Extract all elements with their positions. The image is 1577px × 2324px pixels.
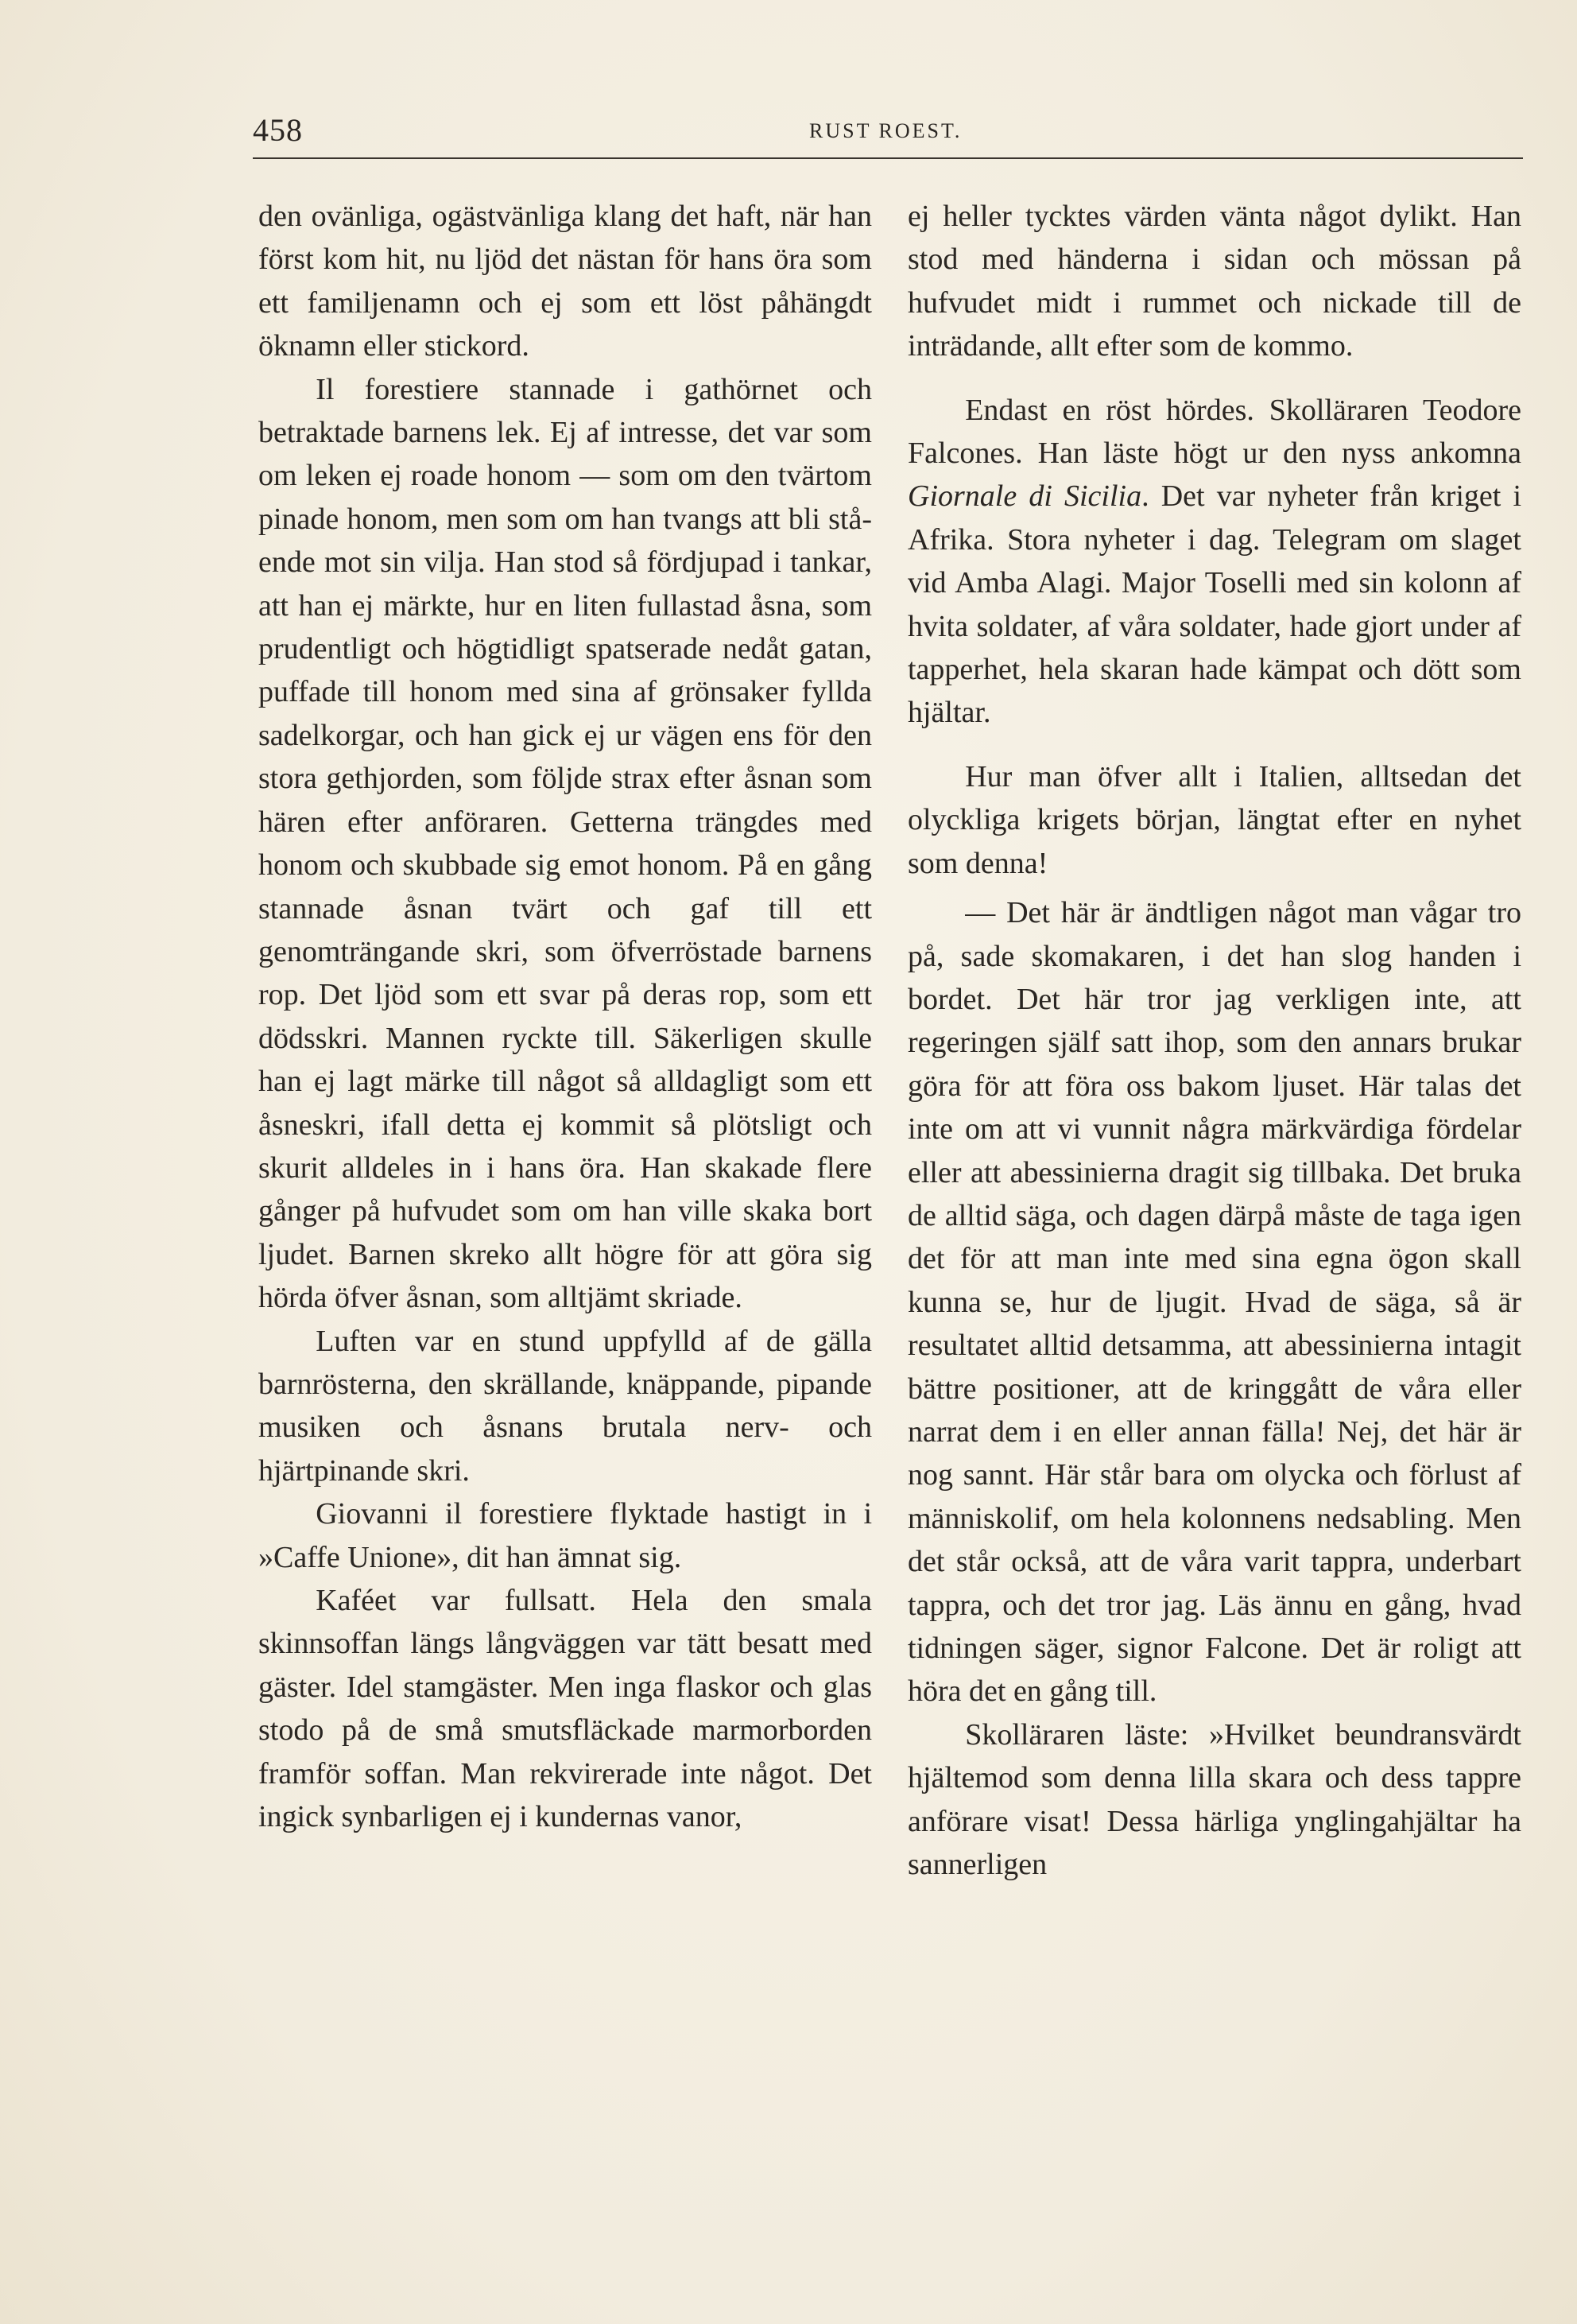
right-paragraph-2-text: Endast en röst hördes. Skolläraren Teodore Falcones. Han läste högt ur den nyss ankomna: [908, 393, 1521, 471]
right-paragraph-1: ej heller tycktes värden vänta något dylikt. Han stod med händerna i sidan och mössan på hufvudet midt i rummet och nickade till de inträdande, allt efter som de kommo.: [908, 200, 1521, 363]
newspaper-title-period: .: [1141, 479, 1149, 514]
page-number: 458: [253, 112, 303, 148]
running-title: RUST ROEST.: [809, 119, 963, 142]
left-paragraph-4: Giovanni il forestiere flyktade hastigt in i »Caffe Unione», dit han ämnat sig.: [258, 1497, 872, 1574]
header-rule: [253, 157, 1523, 159]
left-paragraph-5: Kaféet var fullsatt. Hela den smala skinnsoffan längs långväggen var tätt besatt med gäster. Idel stamgäster. Men inga flaskor och glas stodo på de små smutsfläckade marmorborden framför soffan. Man rekvirerade inte något. Det ingick synbarligen ej i kundernas vanor,: [258, 1584, 872, 1834]
right-column: [908, 195, 1521, 1886]
right-paragraph-3: Hur man öfver allt i Italien, alltsedan det olyckliga krigets början, längtat efter en nyhet som denna!: [908, 759, 1521, 880]
right-paragraph-4: — Det här är ändtligen något man vågar tro på, sade skomakaren, i det han slog handen i bordet. Det här tror jag verkligen inte, att regeringen själf satt ihop, som den annars brukar göra för att föra oss bakom ljuset. Här talas det inte om att vi vunnit några märkvärdiga fördelar eller att abessinierna dragit sig tillbaka. Det bruka de alltid säga, och dagen därpå måste de taga igen det för att man inte med sina egna ögon skall kunna se, hur de ljugit. Hvad de säga, så är resultatet alltid detsamma, att abessinierna intagit bättre positioner, att de kringgått de våra eller narrat dem i en eller annan fälla! Nej, det här är nog sannt. Här står bara om olycka och förlust af människolif, om hela kolonnens nedsabling. Men det står också, att de våra varit tappra, underbart tappra, och det tror jag. Läs ännu en gång, hvad tidningen säger, signor Falcone. Det är roligt att höra det en gång till.: [908, 896, 1521, 1709]
newspaper-title: Giornale di Sicilia: [908, 479, 1142, 514]
left-paragraph-1: den ovänliga, ogästvänliga klang det haft, när han först kom hit, nu ljöd det nästan för hans öra som ett familjenamn och ej som ett löst påhängdt öknamn eller stickord.: [258, 200, 872, 363]
right-paragraph-2-cont: Det var nyheter från kriget i Afrika. Stora nyheter i dag. Telegram om slaget vid Amba Alagi. Major Toselli med sin kolonn af hvita soldater, af våra soldater, hade gjort under af tapperhet, hela skaran hade kämpat och dött som hjältar.: [908, 479, 1522, 730]
left-paragraph-3: Luften var en stund uppfylld af de gälla barnrösterna, den skrällande, knäppande, pipande musiken och åsnans brutala nerv- och hjärtpinande skri.: [258, 1324, 872, 1488]
left-paragraph-2: Il forestiere stannade i gathörnet och betraktade barnens lek. Ej af intresse, det var som om leken ej roade honom — som om den tvärtom pinade honom, men som om han tvangs att bli stående mot sin vilja. Han stod så fördjupad i tankar, att han ej märkte, hur en liten fullastad åsna, som prudentligt och högtidligt spatserade nedåt gatan, puffade till honom med sina af grönsaker fyllda sadelkorgar, och han gick ej ur vägen ens för den stora gethjorden, som följde strax efter åsnan som hären efter anföraren. Getterna trängdes med honom och skubbade sig emot honom. På en gång stannade åsnan tvärt och gaf till ett genomträngande skri, som öfverröstade barnens rop. Det ljöd som ett svar på deras rop, som ett dödsskri. Mannen ryckte till. Säkerligen skulle han ej lagt märke till något så alldagligt som ett åsneskri, ifall detta ej kommit så plötsligt och skurit alldeles in i hans öra. Han skakade flere gånger på hufvudet som om han ville skaka bort ljudet. Barnen skreko allt högre för att göra sig hörda öfver åsnan, som alltjämt skriade.: [258, 372, 872, 1315]
right-paragraph-5: Skolläraren läste: »Hvilket beundransvärdt hjältemod som denna lilla skara och dess tappre anförare visat! Dessa härliga ynglingahjältar ha sannerligen: [908, 1717, 1521, 1882]
left-column: [258, 195, 872, 1838]
page-header: [253, 111, 1525, 159]
right-paragraph-2: [908, 389, 1521, 735]
